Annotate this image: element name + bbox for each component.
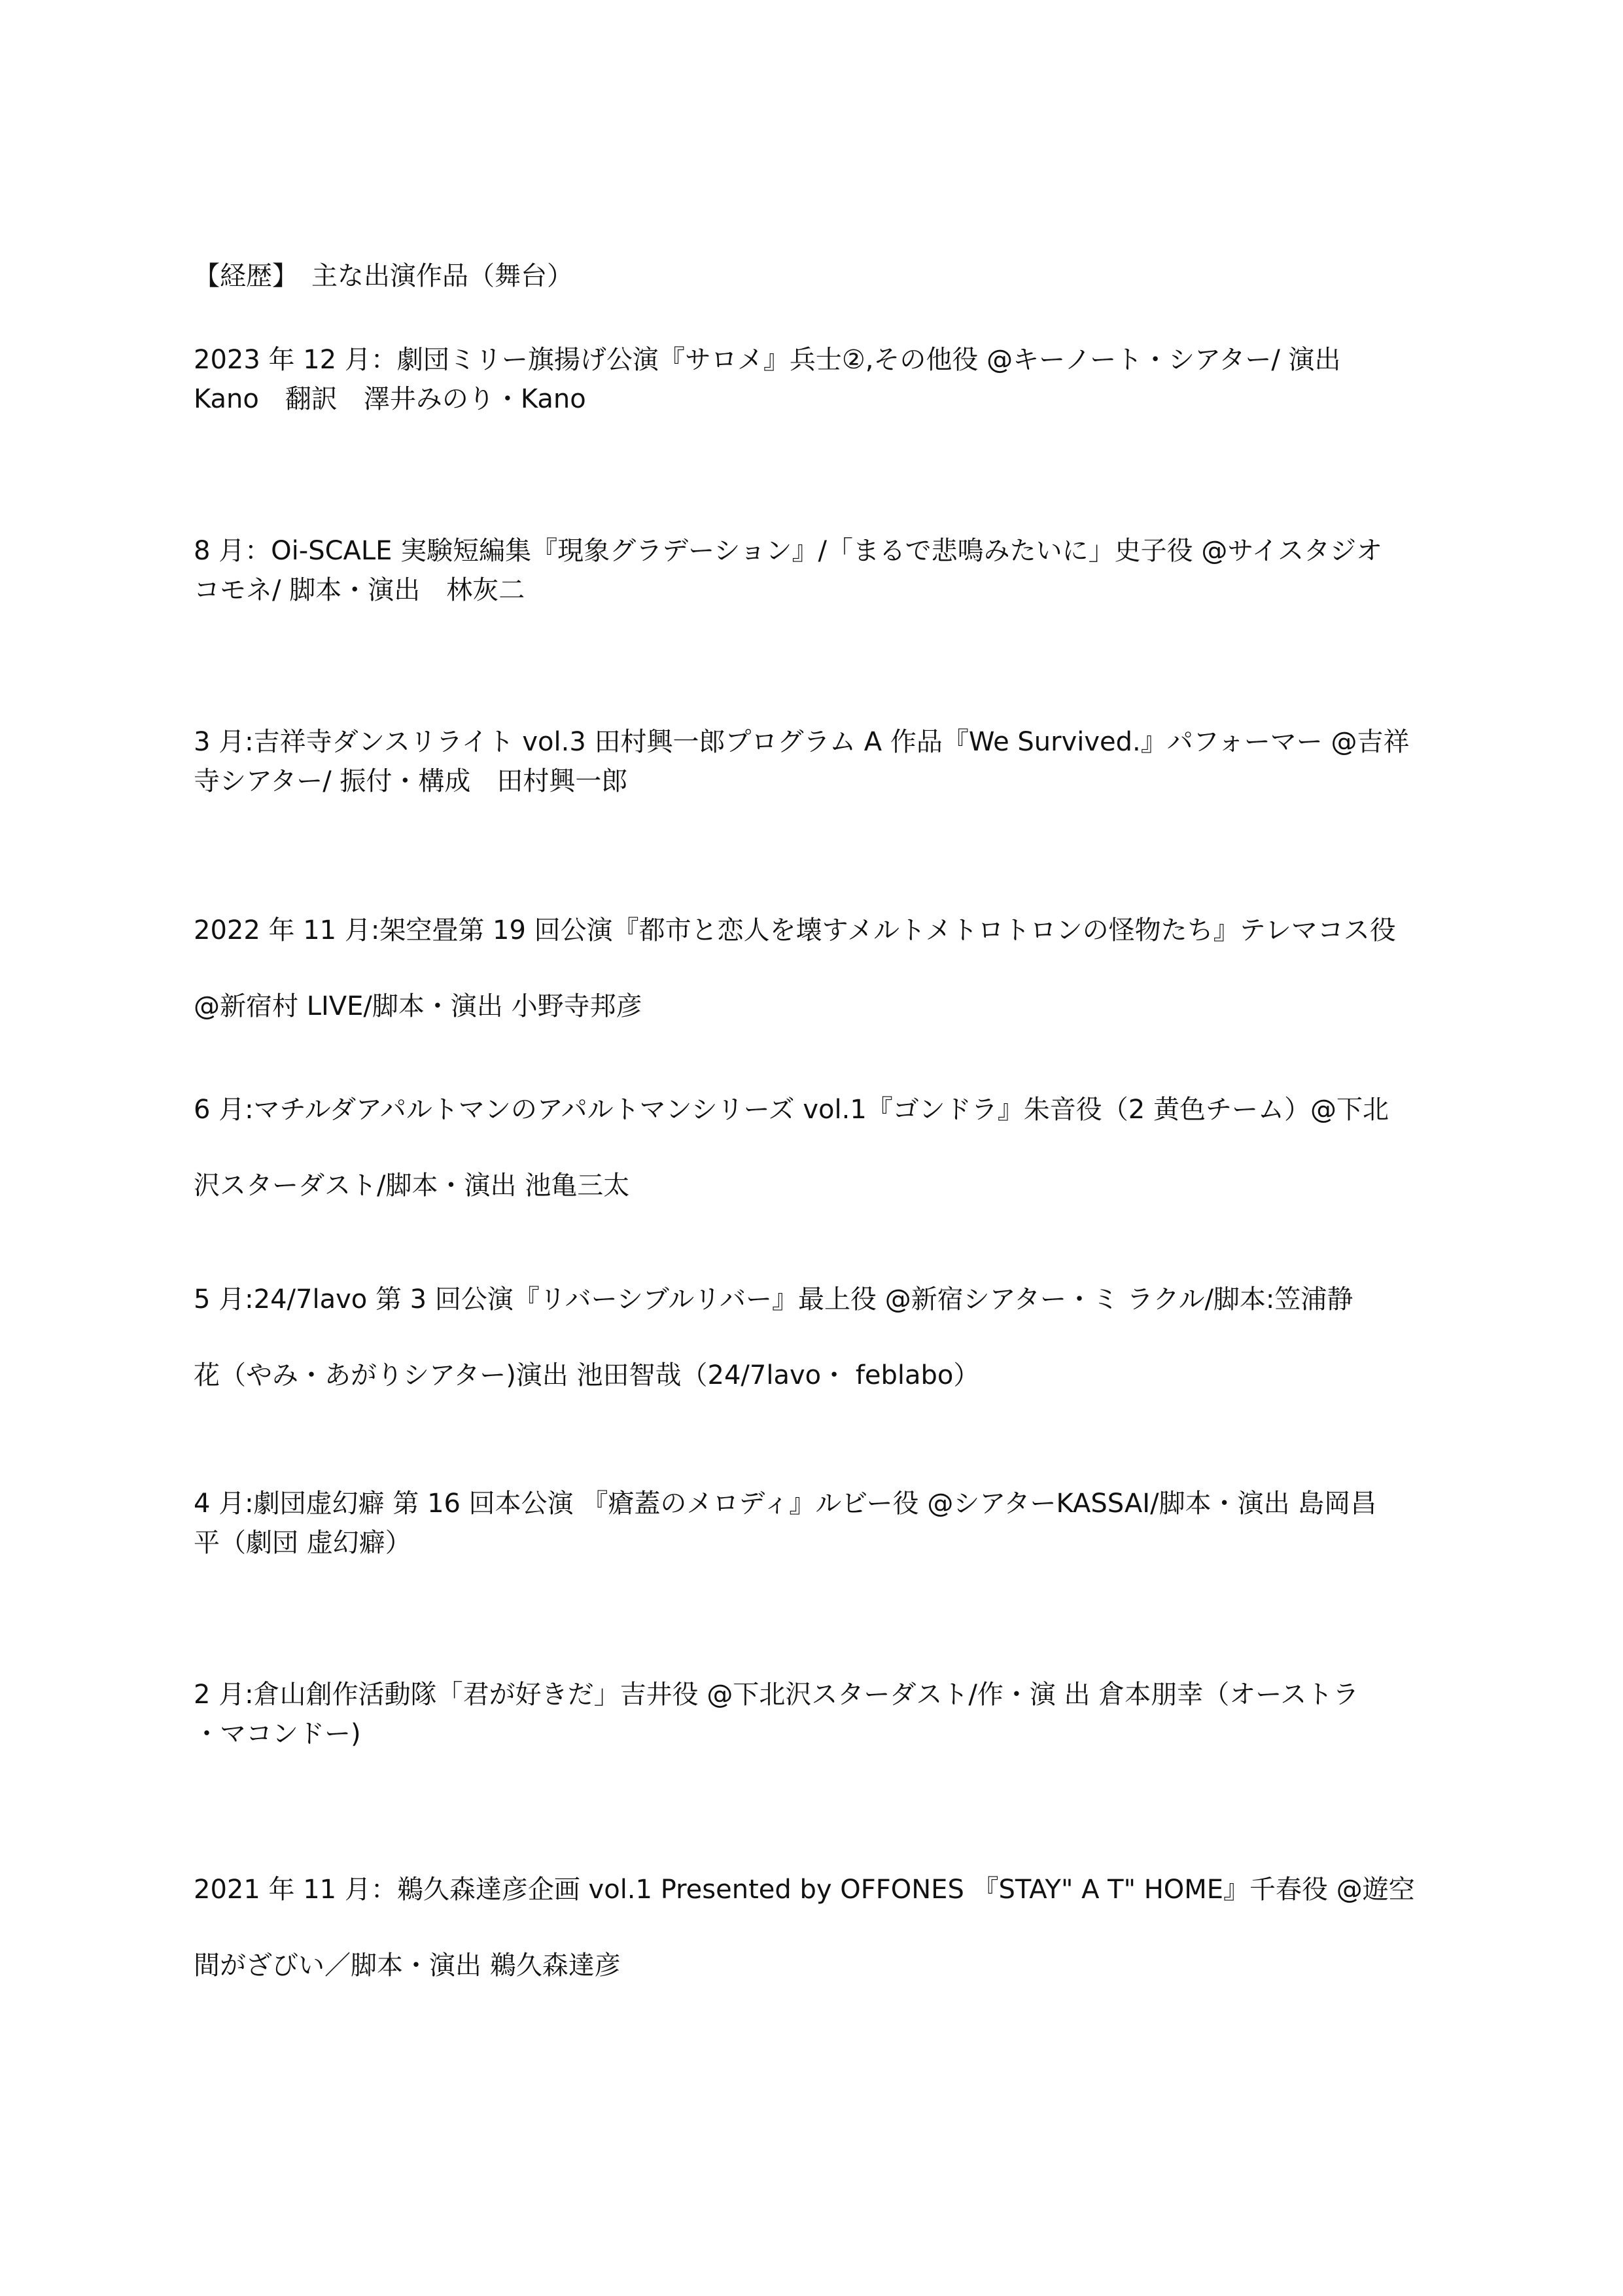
career-entry: [194, 911, 1437, 1026]
career-entry: [194, 1280, 1437, 1395]
career-entry: [194, 1870, 1437, 1985]
entry-line: 8 月：Oi-SCALE 実験短編集『現象グラデーション』/「まるで悲鳴みたいに」史子役 @サイスタジオ: [194, 536, 1383, 566]
career-entry: [194, 1090, 1437, 1205]
entry-line: コモネ/ 脚本・演出 林灰二: [194, 575, 525, 605]
entry-line: 2023 年 12 月：劇団ミリー旗揚げ公演『サロメ』兵士②,その他役 @キーノート・シアター/ 演出: [194, 345, 1341, 375]
entry-line: 間がざびい／脚本・演出 鵜久森達彦: [194, 1951, 621, 1981]
entry-line: 花（やみ・あがりシアター)演出 池田智哉（24/7lavo・ feblabo）: [194, 1360, 980, 1390]
entry-line: 6 月:マチルダアパルトマンのアパルトマンシリーズ vol.1『ゴンドラ』朱音役（2 黄色チーム）@下北: [194, 1095, 1389, 1125]
career-entry: [194, 340, 1437, 419]
entry-line: 2022 年 11 月:架空畳第 19 回公演『都市と恋人を壊すメルトメトロトロンの怪物たち』テレマコス役: [194, 915, 1396, 945]
entry-line: 5 月:24/7lavo 第 3 回公演『リバーシブルリバー』最上役 @新宿シアター・ミ ラクル/脚本:笠浦静: [194, 1284, 1353, 1315]
entry-line: Kano 翻訳 澤井みのり・Kano: [194, 384, 586, 414]
career-entry: [194, 1484, 1437, 1563]
entry-line: 沢スターダスト/脚本・演出 池亀三太: [194, 1171, 630, 1201]
entry-line: 3 月:吉祥寺ダンスリライト vol.3 田村興一郎プログラム A 作品『We Survived.』パフォーマー @吉祥: [194, 727, 1410, 757]
entry-line: ・マコンドー): [194, 1719, 361, 1749]
entry-line: 平（劇団 虚幻癖）: [194, 1528, 411, 1558]
entry-line: 2 月:倉山創作活動隊「君が好きだ」吉井役 @下北沢スターダスト/作・演 出 倉本朋幸（オーストラ: [194, 1680, 1359, 1710]
career-entry: [194, 531, 1437, 610]
career-entry: [194, 722, 1437, 801]
entry-line: 4 月:劇団虚幻癖 第 16 回本公演 『瘡蓋のメロディ』ルビー役 @シアターKASSAI/脚本・演出 島岡昌: [194, 1489, 1377, 1519]
entry-line: 2021 年 11 月：鵜久森達彦企画 vol.1 Presented by OFFONES 『STAY" A T" HOME』千春役 @遊空: [194, 1875, 1415, 1905]
section-heading: 【経歴】 主な出演作品（舞台）: [194, 261, 573, 291]
entry-line: @新宿村 LIVE/脚本・演出 小野寺邦彦: [194, 991, 642, 1021]
career-entry: [194, 1675, 1437, 1754]
entry-line: 寺シアター/ 振付・構成 田村興一郎: [194, 766, 628, 796]
